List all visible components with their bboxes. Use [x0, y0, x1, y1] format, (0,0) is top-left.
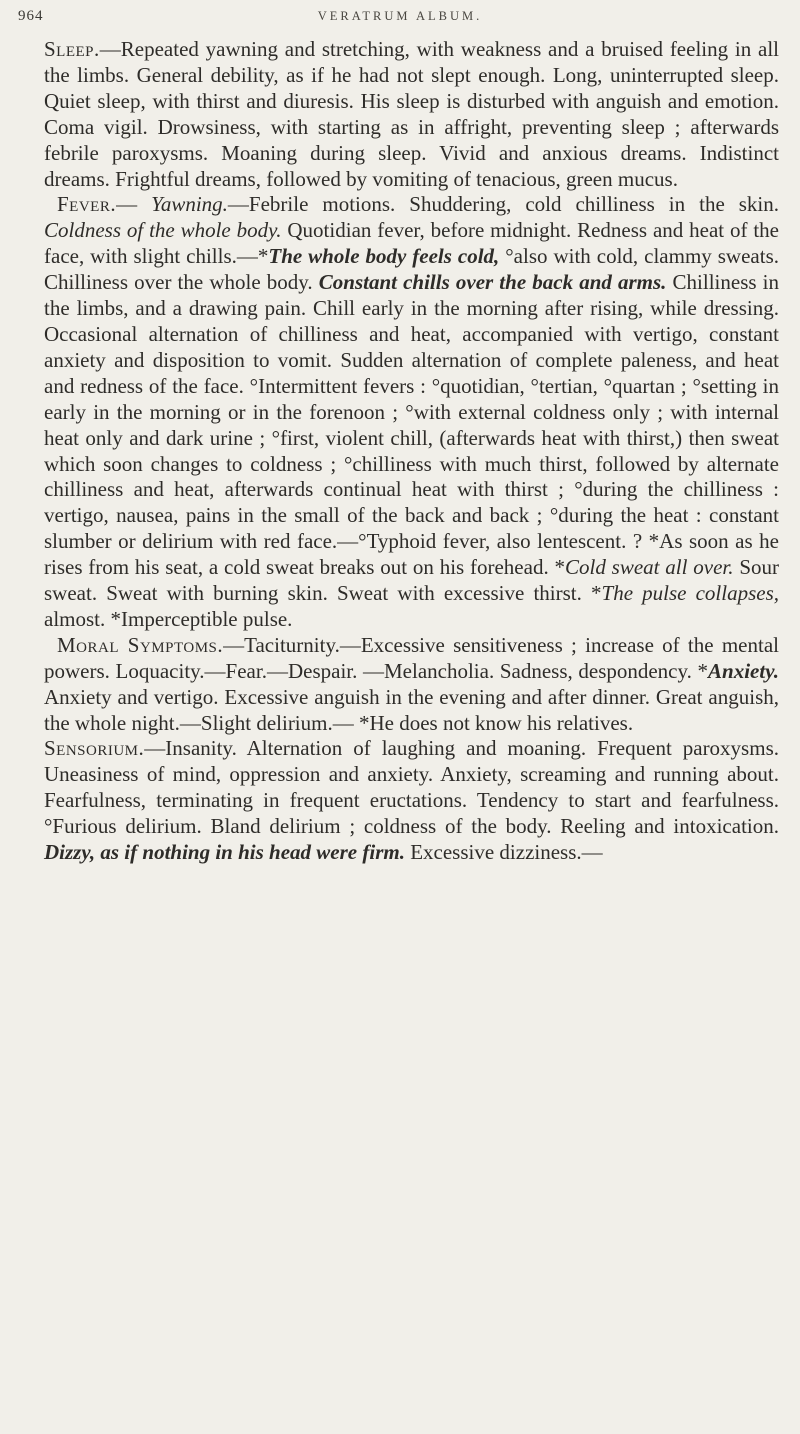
fever-text: Quotidian fever, before midnight. Redness and heat of the face, with slight chills.—*	[44, 218, 779, 269]
fever-emphasis: Coldness of the whole body.	[44, 218, 282, 243]
section-heading-fever: Fever.	[57, 192, 117, 217]
moral-emphasis: Anxiety.	[708, 658, 779, 683]
fever-text: —	[116, 192, 152, 217]
paragraph-moral-symptoms	[44, 633, 779, 737]
paragraph-sensorium	[44, 736, 779, 866]
fever-text: almost. *Imperceptible pulse.	[44, 606, 293, 631]
fever-emphasis: The whole body feels cold,	[268, 244, 500, 269]
fever-emphasis: Yawning.	[151, 192, 228, 217]
fever-text: —Febrile motions. Shuddering, cold chilliness in the skin.	[227, 192, 779, 217]
fever-emphasis: Constant chills over the back and arms.	[318, 270, 667, 295]
section-heading-moral-symptoms: Moral Symptoms.	[57, 632, 224, 657]
page-number: 964	[18, 8, 44, 24]
fever-text: Sour sweat. Sweat with burning skin. Sweat with excessive thirst. *	[44, 555, 779, 606]
sleep-text: —Repeated yawning and stretching, with weakness and a bruised feeling in all the limbs. General debility, as if he had not slept enough. Long, uninterrupted sleep. Quiet sleep, with thirst and diuresis. His sleep is disturbed with anguish and emotion. Coma vigil. Drowsiness, with starting as in affright, preventing sleep ; afterwards febrile paroxysms. Moaning during sleep. Vivid and anxious dreams. Indistinct dreams. Frightful dreams, followed by vomiting of tenacious, green mucus.	[44, 37, 779, 191]
paragraph-fever	[44, 192, 779, 632]
page-header	[0, 0, 800, 40]
fever-text: Chilliness in the limbs, and a drawing pain. Chill early in the morning after rising, while dressing. Occasional alternation of chilliness and heat, accompanied with vertigo, constant anxiety and disposition to vomit. Sudden alternation of complete paleness, and heat and redness of the face. °Intermittent fevers : °quotidian, °tertian, °quartan ; °setting in early in the morning or in the forenoon ; °with external coldness only ; with internal heat only and dark urine ; °first, violent chill, (afterwards heat with thirst,) then sweat which soon changes to coldness ; °chilliness with much thirst, followed by alternate chilliness and heat, afterwards continual heat with thirst ; °during the chilliness : vertigo, nausea, pains in the small of the back and back ; °during the heat : constant slumber or delirium with red face.—°Typhoid fever, also lentescent. ? *As soon as he rises from his seat, a cold sweat breaks out on his forehead. *	[44, 270, 779, 580]
moral-text: —Taciturnity.—Excessive sensitiveness ; increase of the mental powers. Loquacity.—Fear.—Despair. —Melancholia. Sadness, despondency. *	[44, 632, 779, 683]
section-heading-sensorium: Sensorium.	[44, 736, 145, 761]
paragraph-sleep	[44, 37, 779, 192]
running-title: VERATRUM ALBUM.	[317, 9, 483, 23]
sensorium-text: Excessive dizziness.—	[404, 840, 603, 865]
fever-emphasis: The pulse collapses,	[601, 581, 780, 606]
fever-emphasis: Cold sweat all over.	[565, 555, 734, 580]
section-heading-sleep: Sleep.	[44, 37, 100, 61]
sensorium-text: —Insanity. Alternation of laughing and moaning. Frequent paroxysms. Uneasiness of mind, oppression and anxiety. Anxiety, screaming and running about. Fearfulness, terminating in frequent eructations. Tendency to start and fearfulness. °Furious delirium. Bland delirium ; coldness of the body. Reeling and intoxication.	[44, 736, 779, 839]
moral-text: Anxiety and vertigo. Excessive anguish in the evening and after dinner. Great anguish, the whole night.—Slight delirium.— *He does not know his relatives.	[44, 684, 779, 735]
sensorium-emphasis: Dizzy, as if nothing in his head were firm.	[44, 840, 405, 865]
page-body	[44, 37, 779, 866]
fever-text: °also with cold, clammy sweats. Chilliness over the whole body.	[44, 244, 779, 295]
